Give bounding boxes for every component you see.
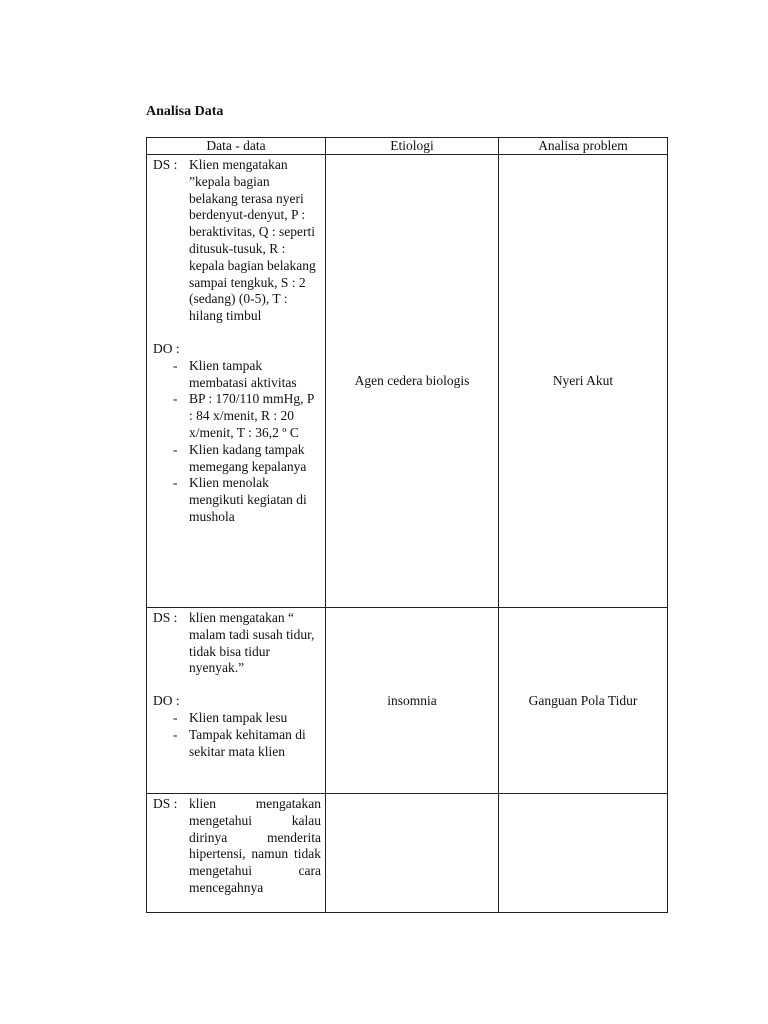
analisa-data-table bbox=[146, 137, 668, 913]
do-list bbox=[153, 358, 321, 526]
problem-cell: Nyeri Akut bbox=[499, 155, 668, 608]
table-row bbox=[147, 155, 668, 608]
problem-cell: Ganguan Pola Tidur bbox=[499, 608, 668, 794]
header-etiologi: Etiologi bbox=[326, 138, 499, 155]
list-item: - Klien kadang tampak memegang kepalanya bbox=[173, 441, 307, 474]
data-cell bbox=[147, 155, 326, 608]
do-label: DO : bbox=[153, 340, 180, 356]
ds-block bbox=[153, 610, 321, 677]
etiologi-cell bbox=[326, 794, 499, 913]
ds-text: klien mengatakan “ malam tadi susah tidur, tidak bisa tidur nyenyak.” bbox=[189, 610, 315, 676]
ds-label: DS : bbox=[153, 796, 178, 811]
data-cell bbox=[147, 608, 326, 794]
list-item: - Tampak kehitaman di sekitar mata klien bbox=[173, 726, 306, 759]
problem-cell bbox=[499, 794, 668, 913]
ds-label: DS : bbox=[153, 157, 178, 172]
ds-label: DS : bbox=[153, 610, 178, 625]
table-header-row bbox=[147, 138, 668, 155]
header-analisa-problem: Analisa problem bbox=[499, 138, 668, 155]
list-item: - Klien tampak lesu bbox=[173, 709, 288, 725]
ds-block bbox=[153, 157, 321, 325]
table-row bbox=[147, 608, 668, 794]
etiologi-cell: insomnia bbox=[326, 608, 499, 794]
page-title: Analisa Data bbox=[146, 104, 224, 119]
do-list bbox=[153, 710, 321, 760]
ds-block bbox=[153, 796, 321, 897]
list-item: - BP : 170/110 mmHg, P : 84 x/menit, R : 20 x/menit, T : 36,2 º C bbox=[173, 391, 314, 440]
data-cell bbox=[147, 794, 326, 913]
etiologi-cell: Agen cedera biologis bbox=[326, 155, 499, 608]
header-data: Data - data bbox=[147, 138, 326, 155]
list-item: - Klien tampak membatasi aktivitas bbox=[173, 357, 297, 390]
table-row bbox=[147, 794, 668, 913]
ds-text: Klien mengatakan ”kepala bagian belakang terasa nyeri berdenyut-denyut, P : beraktivitas, Q : seperti ditusuk-tusuk, R : kepala bagian belakang sampai tengkuk, S : 2 (sedang) (0-5), T : hilang timbul bbox=[189, 157, 316, 324]
list-item: - Klien menolak mengikuti kegiatan di mushola bbox=[173, 475, 307, 524]
do-label: DO : bbox=[153, 693, 180, 709]
ds-text: klien mengatakan mengetahui kalau dirinya menderita hipertensi, namun tidak mengetahui cara mencegahnya bbox=[189, 796, 321, 895]
